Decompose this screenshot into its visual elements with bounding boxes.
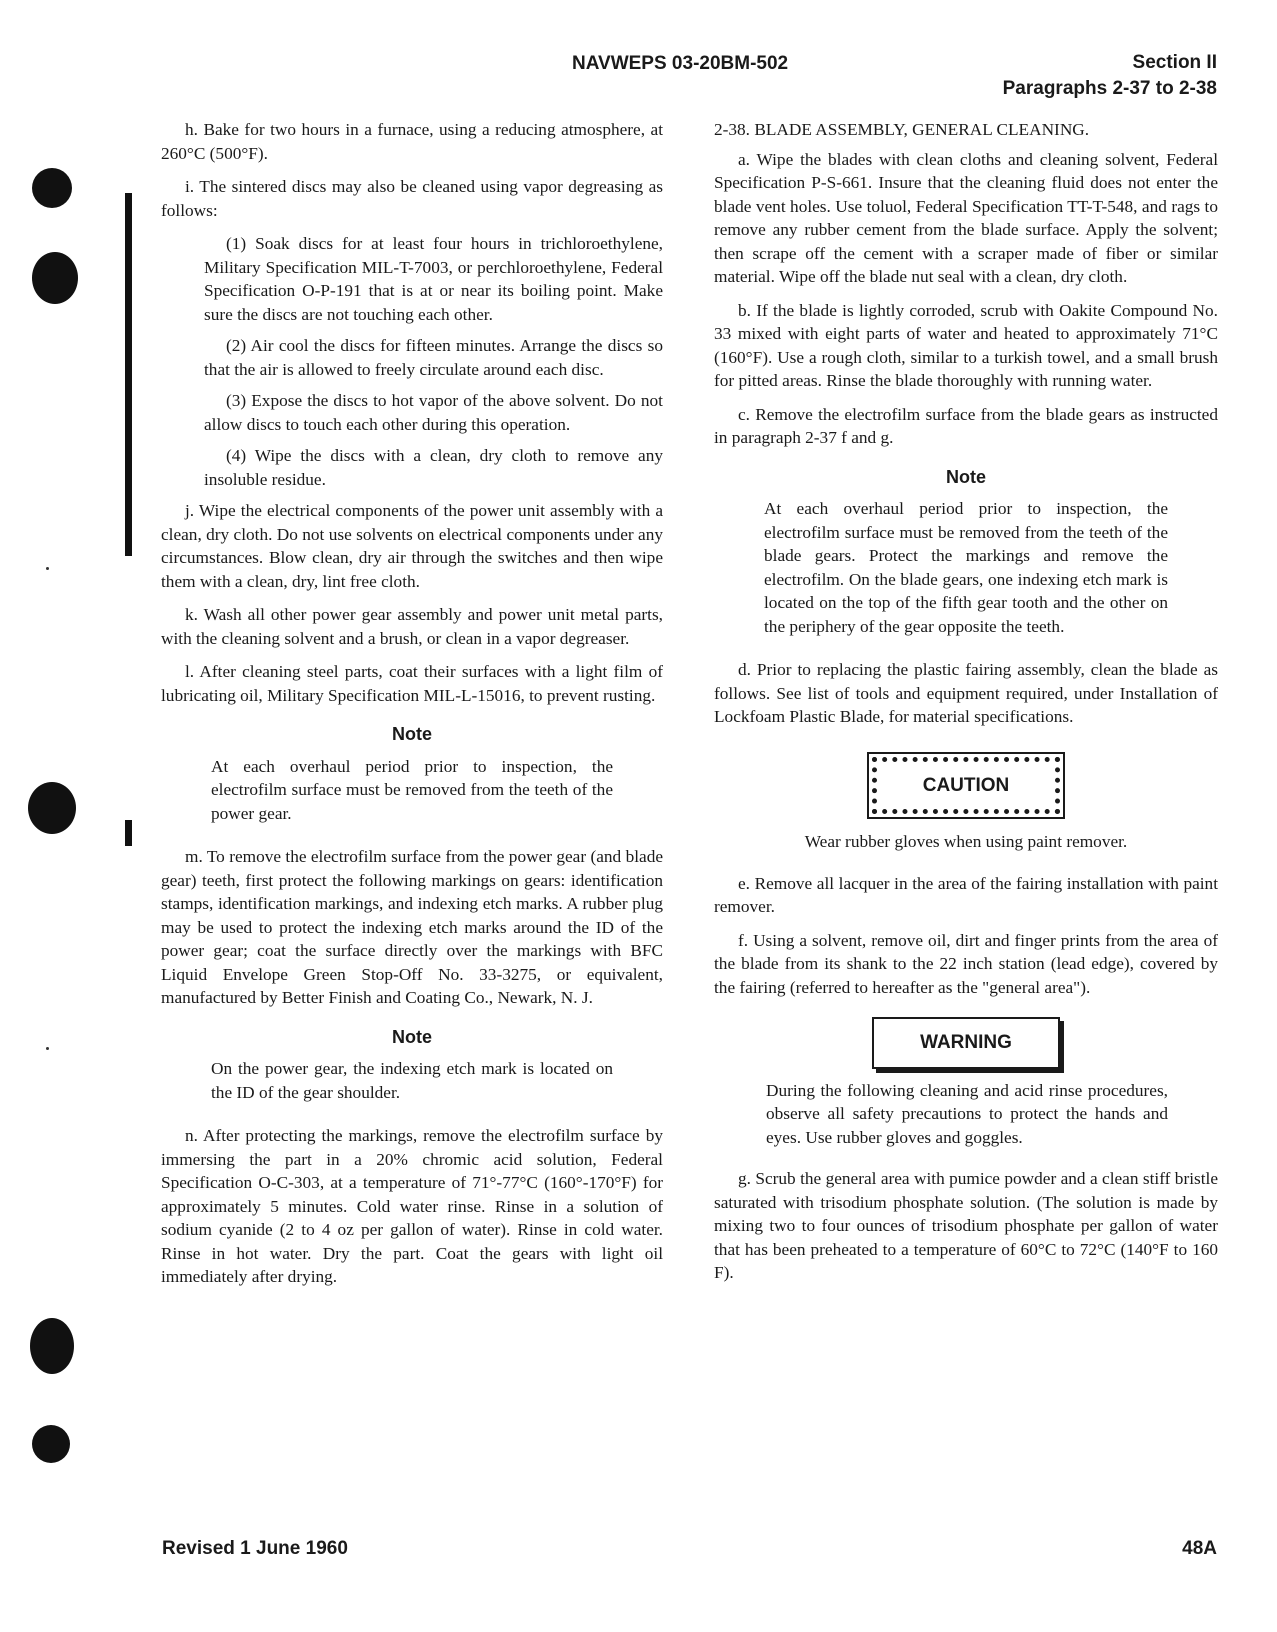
warning-label: WARNING	[872, 1017, 1060, 1069]
binder-hole	[32, 168, 72, 208]
right-column	[714, 118, 1218, 1295]
note-body: On the power gear, the indexing etch mark is located on the ID of the gear shoulder.	[211, 1059, 613, 1102]
step-d: d. Prior to replacing the plastic fairing assembly, clean the blade as follows. See list of tools and equipment required, under Installation of Lockfoam Plastic Blade, for material specifications.	[714, 660, 1218, 726]
page-number: 48A	[1182, 1538, 1217, 1559]
step-n: n. After protecting the markings, remove the electrofilm surface by immersing the part in a 20% chromic acid solution, Federal Specification O-C-303, at a temperature of 71°-77°C (160°-170°F) for approximately 5 minutes. Cold water rinse. Rinse in a solution of sodium cyanide (2 to 4 oz per gallon of water). Rinse in cold water. Rinse in hot water. Dry the part. Coat the gears with light oil immediately after drying.	[161, 1126, 663, 1286]
caution-text: Wear rubber gloves when using paint remover.	[804, 832, 1128, 851]
warning-banner	[714, 1017, 1218, 1069]
warning-text: During the following cleaning and acid rinse procedures, observe all safety precautions to protect the hands and eyes. Use rubber gloves and goggles.	[766, 1080, 1168, 1147]
step-f: f. Using a solvent, remove oil, dirt and finger prints from the area of the blade from its shank to the 22 inch station (lead edge), covered by the fairing (referred to hereafter as the "general area").	[714, 930, 1218, 997]
left-column	[161, 118, 663, 1299]
binder-hole	[30, 1318, 74, 1374]
step-i: i. The sintered discs may also be cleaned using vapor degreasing as follows:	[161, 177, 663, 220]
step-j: j. Wipe the electrical components of the power unit assembly with a clean, dry cloth. Do not use solvents on electrical components under any circumstances. Blow clean, dry air through the switches and then wipe them with a clean, dry, lint free cloth.	[161, 501, 663, 591]
note-title: Note	[946, 466, 986, 487]
step-b: b. If the blade is lightly corroded, scrub with Oakite Compound No. 33 mixed with eight parts of water and heated to approximately 71°C (160°F). Use a rough cloth, similar to a turkish towel, and a small brush for pitted areas. Rinse the blade thoroughly with running water.	[714, 300, 1218, 390]
revision-date: Revised 1 June 1960	[162, 1538, 348, 1559]
step-i-3: (3) Expose the discs to hot vapor of the above solvent. Do not allow discs to touch each other during this operation.	[204, 391, 663, 434]
step-i-4: (4) Wipe the discs with a clean, dry cloth to remove any insoluble residue.	[204, 446, 663, 489]
note-title: Note	[392, 1026, 432, 1047]
speck	[46, 1047, 49, 1050]
binder-hole	[32, 1425, 70, 1463]
step-a: a. Wipe the blades with clean cloths and cleaning solvent, Federal Specification P-S-661. Insure that the cleaning fluid does not enter the blade vent holes. Use toluol, Federal Specification TT-T-548, and rags to remove any rubber cement from the blade surface. Apply the solvent; then scrape off the cement with a scraper made of fiber or similar material. Wipe off the blade nut seal with a clean, dry cloth.	[714, 149, 1218, 286]
step-l: l. After cleaning steel parts, coat their surfaces with a light film of lubricating oil, Military Specification MIL-L-15016, to prevent rusting.	[161, 662, 663, 705]
step-c: c. Remove the electrofilm surface from the blade gears as instructed in paragraph 2-37 f and g.	[714, 404, 1218, 447]
speck	[46, 567, 49, 570]
paragraphs-label: Paragraphs 2-37 to 2-38	[1002, 78, 1217, 99]
step-h: h. Bake for two hours in a furnace, using a reducing atmosphere, at 260°C (500°F).	[161, 120, 663, 163]
note-title: Note	[392, 724, 432, 744]
step-m: m. To remove the electrofilm surface from the power gear (and blade gear) teeth, first protect the following markings on gears: identification stamps, identification markings, and indexing etch marks. A rubber plug may be used to protect the indexing etch marks around the ID of the power gear; coat the surface directly over the markings with BFC Liquid Envelope Green Stop-Off No. 33-3275, or equivalent, manufactured by Better Finish and Coating Co., Newark, N. J.	[161, 847, 663, 1007]
change-bar	[125, 193, 132, 556]
caution-label: CAUTION	[872, 757, 1061, 815]
step-k: k. Wash all other power gear assembly and power unit metal parts, with the cleaning solvent and a brush, or clean in a vapor degreaser.	[161, 605, 663, 648]
note-body: At each overhaul period prior to inspection, the electrofilm surface must be removed from the teeth of the power gear.	[211, 756, 613, 823]
caution-banner	[714, 757, 1218, 815]
paragraph-heading: 2-38. BLADE ASSEMBLY, GENERAL CLEANING.	[714, 120, 1090, 139]
step-i-2: (2) Air cool the discs for fifteen minutes. Arrange the discs so that the air is allowed to freely circulate around each disc.	[204, 336, 663, 379]
step-e: e. Remove all lacquer in the area of the fairing installation with paint remover.	[714, 873, 1218, 916]
change-bar	[125, 820, 132, 846]
binder-hole	[28, 782, 76, 834]
section-label: Section II	[1132, 52, 1217, 73]
document-id: NAVWEPS 03-20BM-502	[572, 53, 789, 74]
step-i-1: (1) Soak discs for at least four hours in trichloroethylene, Military Specification MIL-T-7003, or perchloroethylene, Federal Specification O-P-191 that is at or near its boiling point. Make sure the discs are not touching each other.	[204, 234, 663, 324]
step-g: g. Scrub the general area with pumice powder and a clean stiff bristle saturated with trisodium phosphate solution. (The solution is made by mixing two to four ounces of trisodium phosphate per gallon of water that has been preheated to a temperature of 60°C to 72°C (140°F to 160 F).	[714, 1169, 1218, 1282]
binder-hole	[32, 252, 78, 304]
note-body: At each overhaul period prior to inspection, the electrofilm surface must be removed from the teeth of the blade gears. Protect the markings and remove the electrofilm. On the blade gears, one indexing etch mark is located on the top of the fifth gear tooth and the other on the periphery of the gear opposite the teeth.	[764, 499, 1168, 636]
section-reference	[1003, 50, 1217, 102]
